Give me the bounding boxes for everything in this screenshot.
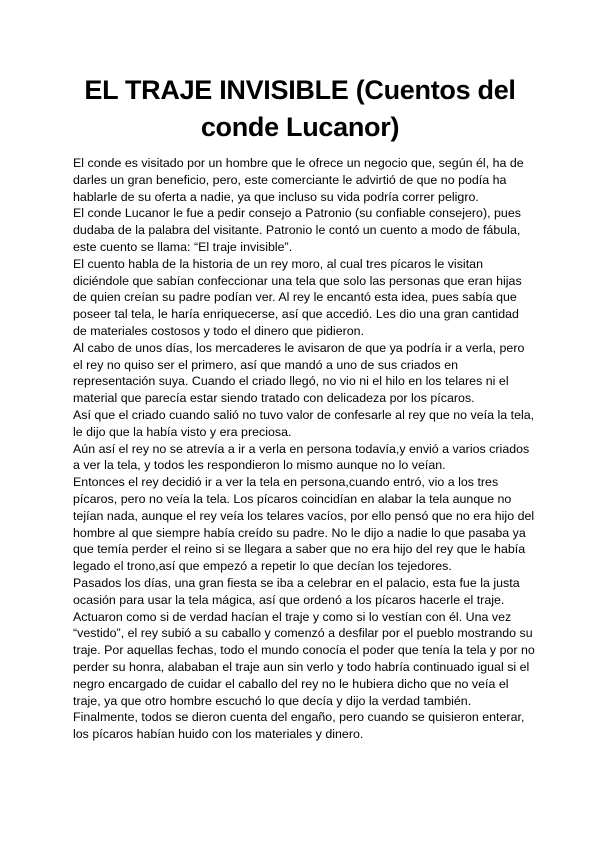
paragraph: Así que el criado cuando salió no tuvo valor de confesarle al rey que no veía la tela, le dijo que la había visto y era preciosa. [73,407,535,439]
paragraph: El conde es visitado por un hombre que le ofrece un negocio que, según él, ha de darles un gran beneficio, pero, este comerciante le advirtió de que no podía ha hablarle de su oferta a nadie, ya que incluso su vida podría correr peligro. [73,156,524,204]
paragraph: Actuaron como si de verdad hacían el traje y como si lo vestían con él. Una vez “vestido”, el rey subió a su caballo y comenzó a desfilar por el pueblo mostrando su traje. Por aquellas fechas, todo el mundo conocía el poder que tenía la tela y por no perder su honra, alababan el traje aun sin verlo y todo habría continuado igual si el negro encargado de cuidar el caballo del rey no le hubiera dicho que no veía el traje, ya que otro hombre escuchó lo que decía y dijo la verdad también. Finalmente, todos se dieron cuenta del engaño, pero cuando se quisieron enterar, los pícaros habían huido con los materiales y dinero. [73,609,535,742]
paragraph: Aún así el rey no se atrevía a ir a verla en persona todavía,y envió a varios criados a ver la tela, y todos les respondieron lo mismo aunque no lo veían. [73,441,530,473]
paragraph: Pasados los días, una gran fiesta se iba a celebrar en el palacio, esta fue la justa ocasión para usar la tela mágica, así que ordenó a los pícaros hacerle el traje. [73,575,520,607]
paragraph: El cuento habla de la historia de un rey moro, al cual tres pícaros le visitan diciéndole que sabían confeccionar una tela que solo las personas que eran hijas de quien creían su padre podían ver. Al rey le encantó esta idea, pues sabía que poseer tal tela, le haría enriquecerse, así que accedió. Les dio una gran cantidad de materiales costosos y todo el dinero que pidieron. [73,256,522,338]
paragraph: Entonces el rey decidió ir a ver la tela en persona,cuando entró, vio a los tres pícaros, pero no veía la tela. Los pícaros coincidían en alabar la tela aunque no tejían nada, aunque el rey veía los telares vacíos, por ello pensó que no era hijo del hombre al que siempre había creído su padre. No le dijo a nadie lo que pasaba ya que temía perder el reino si se llegara a saber que no era hijo del rey que le había legado el trono,así que empezó a repetir lo que decían los tejedores. [73,475,535,574]
document-title: EL TRAJE INVISIBLE (Cuentos del conde Lucanor) [84,75,516,142]
paragraph: Al cabo de unos días, los mercaderes le avisaron de que ya podría ir a verla, pero el rey no quiso ser el primero, así que mandó a uno de sus criados en representación suya. Cuando el criado llegó, no vio ni el hilo en los telares ni el material que parecía estar siendo tratado con delicadeza por los pícaros. [73,340,525,406]
document-body [73,155,535,743]
paragraph: El conde Lucanor le fue a pedir consejo a Patronio (su confiable consejero), pues dudaba de la palabra del visitante. Patronio le contó un cuento a modo de fábula, este cuento se llama: “El traje invisible”. [73,206,521,254]
